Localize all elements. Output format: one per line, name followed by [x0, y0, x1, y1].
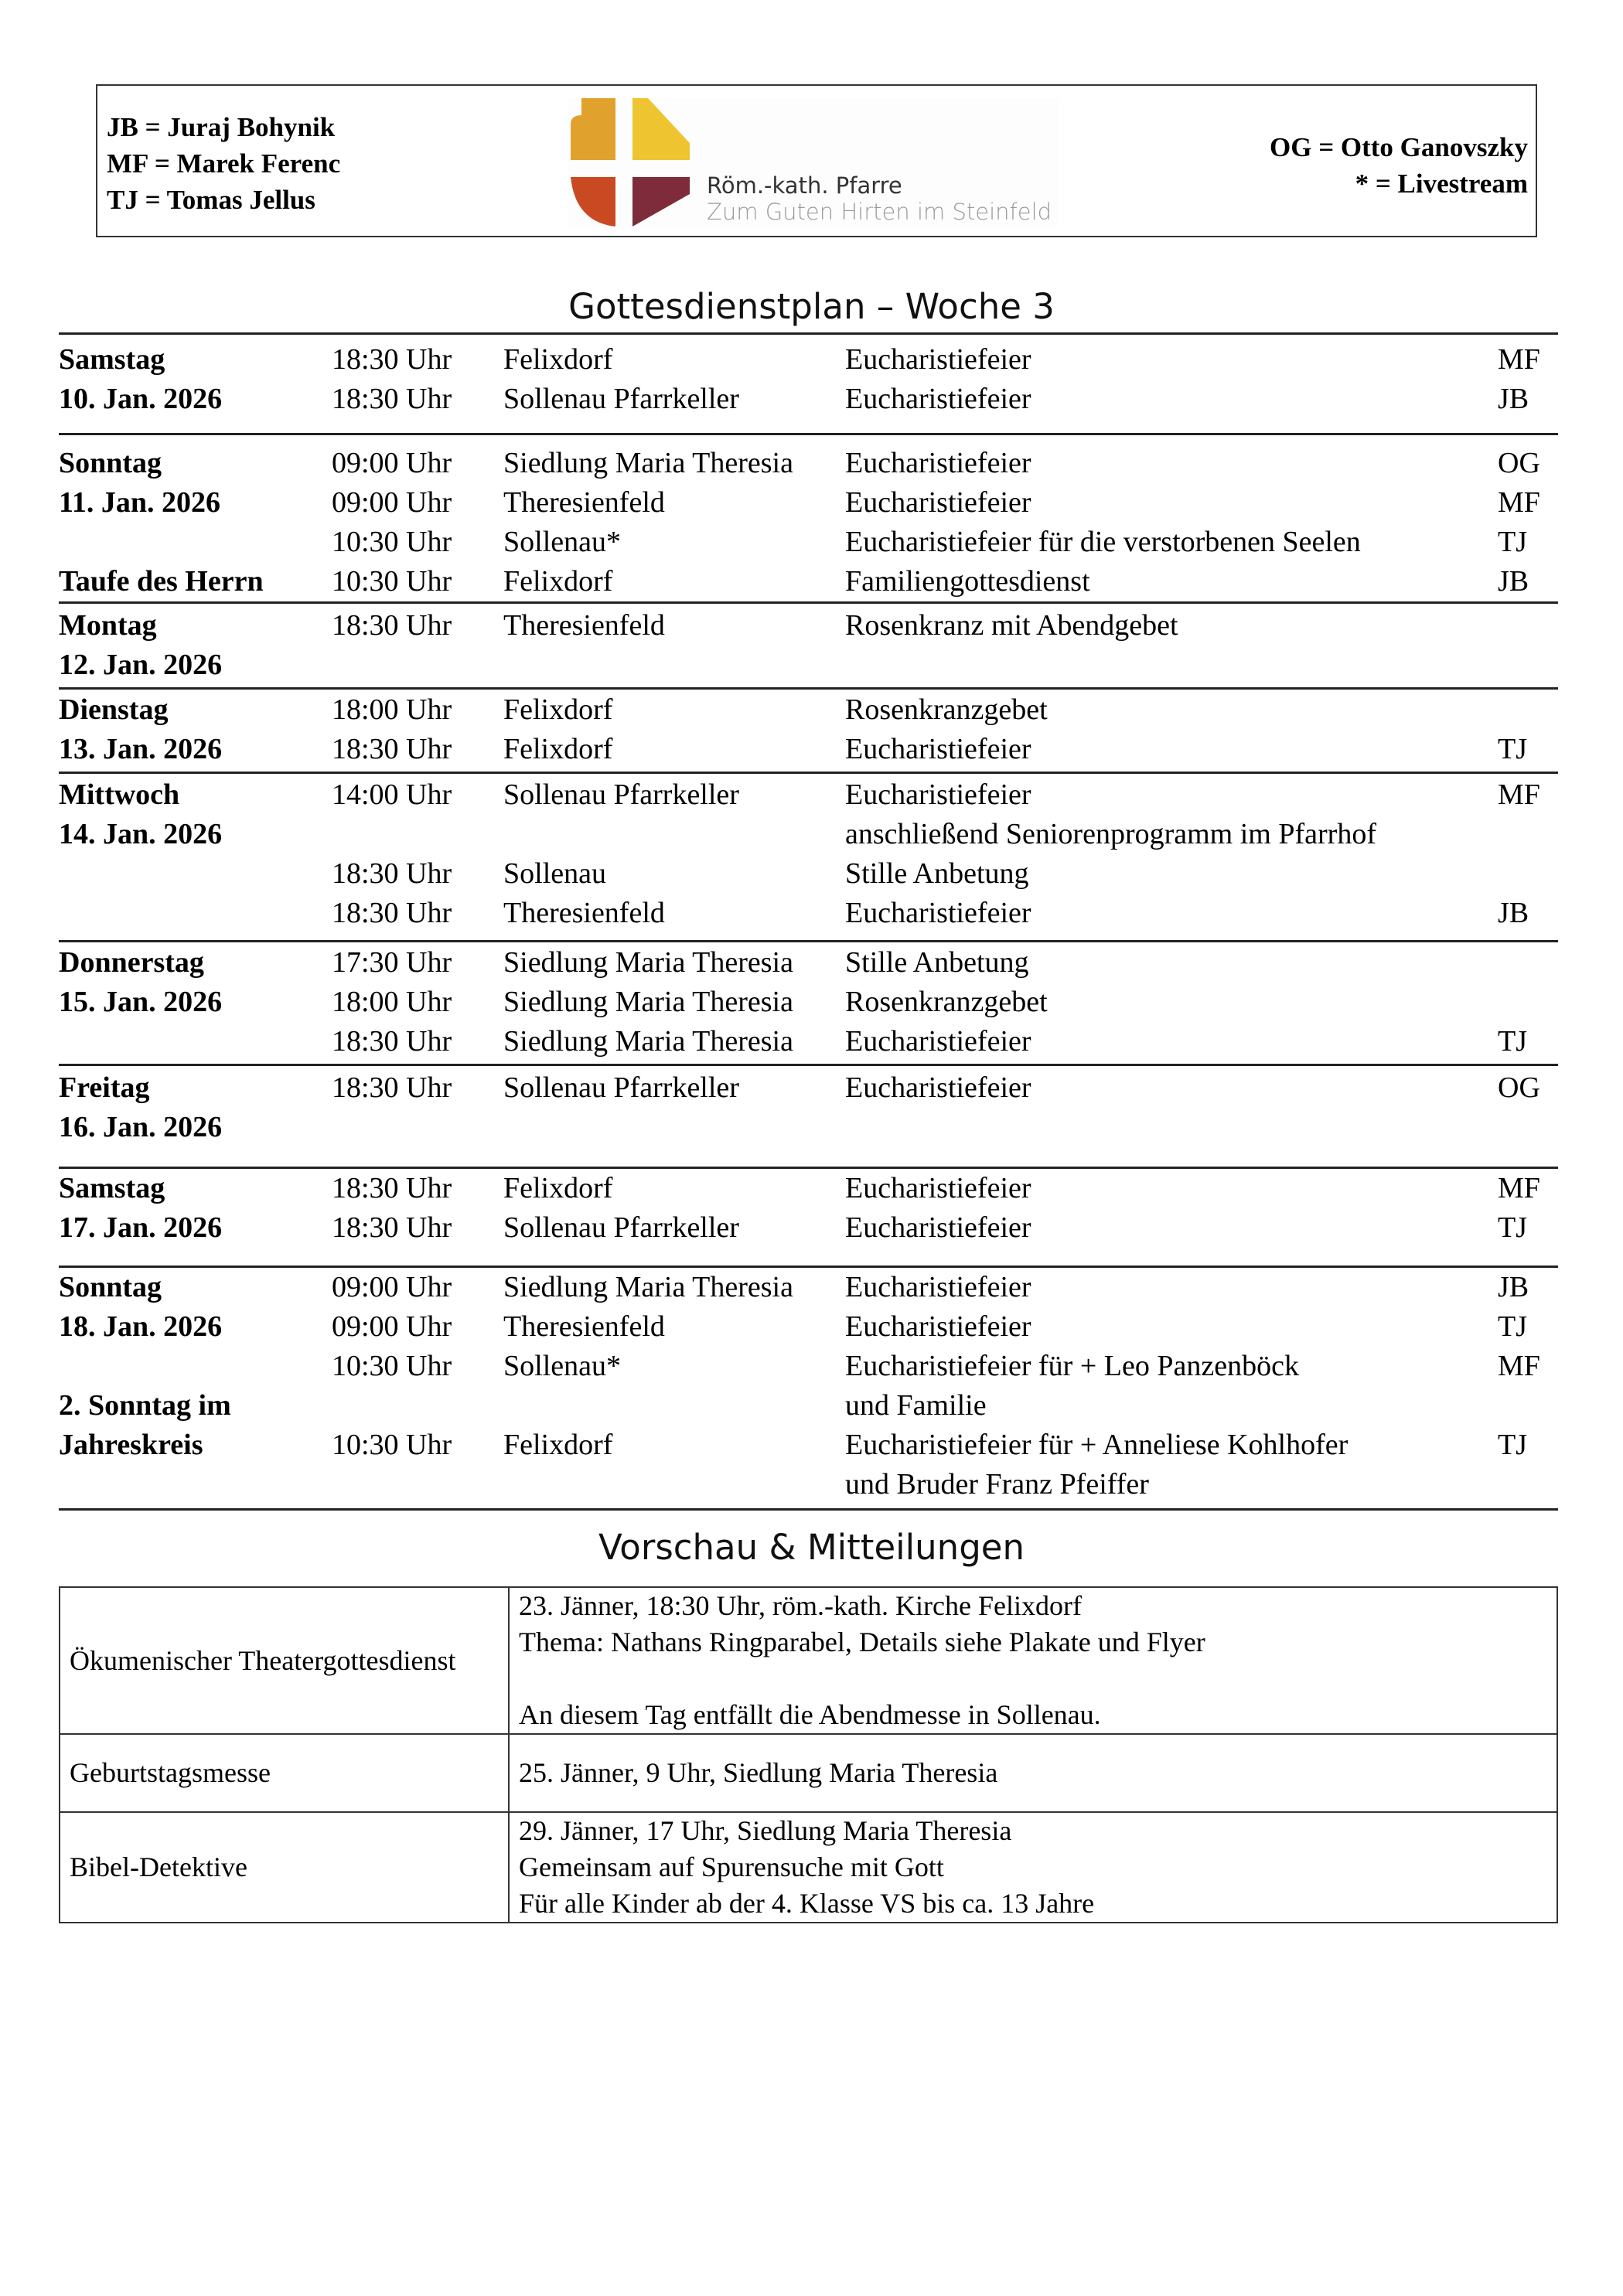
legend-jb: JB = Juraj Bohynik [107, 112, 336, 142]
service-type: Eucharistiefeier [845, 897, 1031, 929]
celebrant-initials: TJ [1498, 1025, 1527, 1058]
service-time: 18:30 Uhr [332, 343, 452, 376]
notices-title: Vorschau & Mitteilungen [598, 1527, 1025, 1568]
service-time: 18:30 Uhr [332, 857, 452, 890]
weekday-label: Sonntag [59, 447, 162, 479]
service-type: Eucharistiefeier [845, 1071, 1031, 1104]
service-time: 10:30 Uhr [332, 565, 452, 598]
notice-line: Thema: Nathans Ringparabel, Details siehe Plakate und Flyer [519, 1627, 1205, 1657]
notice-row [60, 1734, 1557, 1812]
legend-mf: MF = Marek Ferenc [107, 148, 341, 179]
celebrant-initials: TJ [1498, 1429, 1527, 1461]
cross-shield-icon [568, 98, 707, 227]
celebrant-initials: JB [1498, 383, 1529, 415]
service-location: Felixdorf [503, 1429, 613, 1461]
celebrant-initials: MF [1498, 486, 1540, 519]
service-type: Eucharistiefeier [845, 1172, 1031, 1204]
service-time: 18:30 Uhr [332, 897, 452, 929]
celebrant-initials: MF [1498, 343, 1540, 376]
service-type: Eucharistiefeier [845, 486, 1031, 519]
service-location: Siedlung Maria Theresia [503, 986, 793, 1018]
service-location: Sollenau Pfarrkeller [503, 778, 739, 811]
feast-label: 2. Sonntag im [59, 1389, 231, 1422]
priest-legend-right [1270, 129, 1528, 202]
date-label: 10. Jan. 2026 [59, 383, 223, 415]
service-type: Stille Anbetung [845, 946, 1029, 979]
service-location: Siedlung Maria Theresia [503, 447, 793, 479]
service-time: 18:30 Uhr [332, 1071, 452, 1104]
service-type: Eucharistiefeier [845, 1211, 1031, 1244]
service-time: 10:30 Uhr [332, 526, 452, 558]
celebrant-initials: TJ [1498, 733, 1527, 765]
date-label: 15. Jan. 2026 [59, 986, 223, 1018]
notice-details [509, 1734, 1557, 1812]
service-type: Stille Anbetung [845, 857, 1029, 890]
service-time: 18:30 Uhr [332, 1025, 452, 1058]
service-type: Eucharistiefeier [845, 1310, 1031, 1343]
day-divider [59, 601, 1558, 604]
service-location: Felixdorf [503, 693, 613, 726]
priest-legend-left [107, 109, 340, 218]
service-location: Sollenau Pfarrkeller [503, 1211, 739, 1244]
service-location: Sollenau [503, 857, 606, 890]
celebrant-initials: MF [1498, 778, 1540, 811]
day-divider [59, 940, 1558, 942]
notice-details [509, 1812, 1557, 1923]
service-time: 09:00 Uhr [332, 1310, 452, 1343]
service-location: Sollenau Pfarrkeller [503, 1071, 739, 1104]
service-location: Felixdorf [503, 733, 613, 765]
celebrant-initials: TJ [1498, 1211, 1527, 1244]
service-location: Felixdorf [503, 565, 613, 598]
notice-line: 25. Jänner, 9 Uhr, Siedlung Maria Theresia [519, 1757, 998, 1788]
service-time: 09:00 Uhr [332, 486, 452, 519]
day-divider [59, 1508, 1558, 1511]
feast-label: Taufe des Herrn [59, 565, 264, 598]
service-location: Siedlung Maria Theresia [503, 946, 793, 979]
schedule-title: Gottesdienstplan – Woche 3 [568, 286, 1055, 327]
service-location: Siedlung Maria Theresia [503, 1025, 793, 1058]
day-divider [59, 1064, 1558, 1066]
weekday-label: Dienstag [59, 693, 169, 726]
notice-line: 29. Jänner, 17 Uhr, Siedlung Maria Theresia [519, 1815, 1012, 1846]
service-location: Siedlung Maria Theresia [503, 1271, 793, 1303]
weekday-label: Donnerstag [59, 946, 204, 979]
date-label: 11. Jan. 2026 [59, 486, 221, 519]
service-type-continued: anschließend Seniorenprogramm im Pfarrhof [845, 818, 1376, 850]
date-label: 14. Jan. 2026 [59, 818, 223, 850]
weekday-label: Mittwoch [59, 778, 180, 811]
notice-row [60, 1812, 1557, 1923]
service-time: 14:00 Uhr [332, 778, 452, 811]
feast-label-continued: Jahreskreis [59, 1429, 203, 1461]
header-box [96, 84, 1537, 237]
celebrant-initials: OG [1498, 1071, 1540, 1104]
notices-table [59, 1586, 1558, 1923]
divider [59, 332, 1558, 335]
date-label: 17. Jan. 2026 [59, 1211, 223, 1244]
logo-line1: Röm.-kath. Pfarre [707, 172, 902, 199]
service-time: 18:30 Uhr [332, 1211, 452, 1244]
service-type: Familiengottesdienst [845, 565, 1090, 598]
service-type: Eucharistiefeier für die verstorbenen Seelen [845, 526, 1361, 558]
notice-line: An diesem Tag entfällt die Abendmesse in Sollenau. [519, 1699, 1101, 1730]
weekday-label: Samstag [59, 1172, 165, 1204]
legend-tj: TJ = Tomas Jellus [107, 185, 315, 215]
notice-label: Bibel-Detektive [60, 1812, 509, 1923]
celebrant-initials: JB [1498, 897, 1529, 929]
celebrant-initials: TJ [1498, 526, 1527, 558]
service-type: Eucharistiefeier [845, 778, 1031, 811]
service-time: 10:30 Uhr [332, 1429, 452, 1461]
celebrant-initials: TJ [1498, 1310, 1527, 1343]
service-time: 09:00 Uhr [332, 447, 452, 479]
date-label: 16. Jan. 2026 [59, 1111, 223, 1143]
service-time: 18:00 Uhr [332, 693, 452, 726]
legend-livestream: * = Livestream [1355, 169, 1528, 199]
day-divider [59, 1266, 1558, 1268]
service-type: Eucharistiefeier [845, 1271, 1031, 1303]
notice-line: 23. Jänner, 18:30 Uhr, röm.-kath. Kirche Felixdorf [519, 1590, 1082, 1621]
service-location: Sollenau Pfarrkeller [503, 383, 739, 415]
service-time: 18:00 Uhr [332, 986, 452, 1018]
service-type: Eucharistiefeier [845, 383, 1031, 415]
weekday-label: Sonntag [59, 1271, 162, 1303]
service-type: Rosenkranzgebet [845, 693, 1048, 726]
service-location: Theresienfeld [503, 897, 665, 929]
service-location: Theresienfeld [503, 486, 665, 519]
legend-og: OG = Otto Ganovszky [1270, 132, 1528, 162]
service-location: Theresienfeld [503, 1310, 665, 1343]
weekday-label: Samstag [59, 343, 165, 376]
weekday-label: Freitag [59, 1071, 150, 1104]
notice-details [509, 1587, 1557, 1734]
service-type: Eucharistiefeier für + Anneliese Kohlhofer [845, 1429, 1349, 1461]
service-type: Eucharistiefeier für + Leo Panzenböck [845, 1350, 1299, 1382]
service-type: Eucharistiefeier [845, 447, 1031, 479]
service-type: Eucharistiefeier [845, 1025, 1031, 1058]
service-type: Eucharistiefeier [845, 733, 1031, 765]
service-time: 18:30 Uhr [332, 733, 452, 765]
service-type-continued: und Bruder Franz Pfeiffer [845, 1468, 1149, 1501]
notice-line: Für alle Kinder ab der 4. Klasse VS bis ca. 13 Jahre [519, 1888, 1095, 1919]
day-divider [59, 687, 1558, 690]
date-label: 18. Jan. 2026 [59, 1310, 223, 1343]
celebrant-initials: MF [1498, 1172, 1540, 1204]
celebrant-initials: JB [1498, 1271, 1529, 1303]
service-type: Rosenkranzgebet [845, 986, 1048, 1018]
service-time: 09:00 Uhr [332, 1271, 452, 1303]
celebrant-initials: MF [1498, 1350, 1540, 1382]
service-location: Felixdorf [503, 343, 613, 376]
date-label: 12. Jan. 2026 [59, 649, 223, 681]
celebrant-initials: JB [1498, 565, 1529, 598]
service-type: Eucharistiefeier [845, 343, 1031, 376]
service-time: 18:30 Uhr [332, 609, 452, 642]
service-type-continued: und Familie [845, 1389, 987, 1422]
service-location: Sollenau* [503, 526, 621, 558]
service-location: Felixdorf [503, 1172, 613, 1204]
notice-label: Geburtstagsmesse [60, 1734, 509, 1812]
notice-row [60, 1587, 1557, 1734]
notice-line: Gemeinsam auf Spurensuche mit Gott [519, 1851, 944, 1882]
celebrant-initials: OG [1498, 447, 1540, 479]
service-time: 18:30 Uhr [332, 1172, 452, 1204]
service-time: 10:30 Uhr [332, 1350, 452, 1382]
notice-blank-line [519, 1661, 1547, 1697]
service-time: 17:30 Uhr [332, 946, 452, 979]
parish-logo [568, 98, 1059, 227]
service-location: Sollenau* [503, 1350, 621, 1382]
weekday-label: Montag [59, 609, 157, 642]
service-location: Theresienfeld [503, 609, 665, 642]
date-label: 13. Jan. 2026 [59, 733, 223, 765]
service-time: 18:30 Uhr [332, 383, 452, 415]
day-divider [59, 1167, 1558, 1169]
notice-label: Ökumenischer Theatergottesdienst [60, 1587, 509, 1734]
service-type: Rosenkranz mit Abendgebet [845, 609, 1178, 642]
day-divider [59, 433, 1558, 435]
day-divider [59, 772, 1558, 774]
logo-line2: Zum Guten Hirten im Steinfeld [707, 199, 1052, 225]
